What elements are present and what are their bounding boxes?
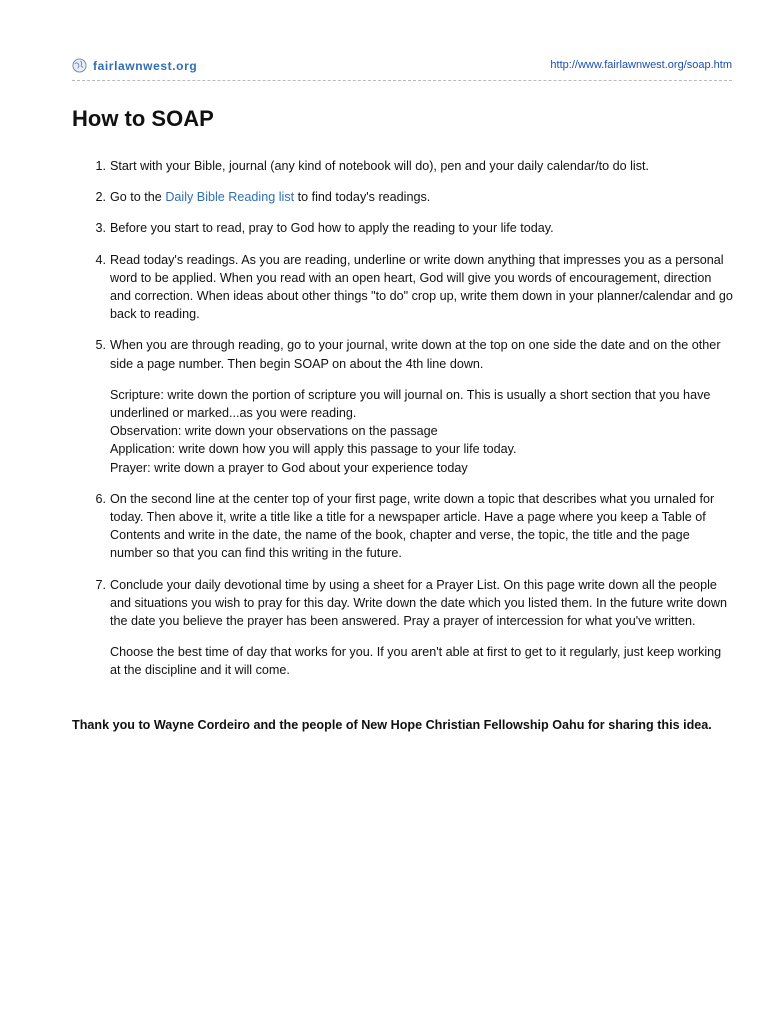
list-item: [95, 219, 735, 237]
soap-observation: Observation: write down your observations on the passage: [110, 424, 438, 439]
soap-method-lines: [110, 386, 735, 477]
list-item: [95, 188, 735, 206]
step-number: 6.: [95, 491, 106, 506]
step-text: [110, 188, 735, 206]
site-brand[interactable]: [72, 58, 197, 73]
step-text: On the second line at the center top of your first page, write down a topic that describes what you urnaled for today. Then above it, write a title like a title for a newspaper article. Have a page where you keep a Table of Contents and write in the date, the name of the book, chapter and verse, the topic, the title and the page number so that you can find this writing in the future.: [110, 491, 715, 561]
page-title: How to SOAP: [72, 106, 214, 131]
header-divider: [72, 80, 732, 81]
steps-list: [95, 157, 735, 693]
acknowledgement: Thank you to Wayne Cordeiro and the people of New Hope Christian Fellowship Oahu for sharing this idea.: [72, 718, 712, 732]
step-number: 3.: [95, 221, 106, 236]
list-item: [95, 576, 735, 680]
list-item: [95, 157, 735, 175]
step-text-after: to find today's readings.: [294, 190, 431, 205]
soap-prayer: Prayer: write down a prayer to God about your experience today: [110, 460, 468, 475]
daily-bible-reading-link[interactable]: Daily Bible Reading list: [165, 190, 295, 205]
page-url-link[interactable]: http://www.fairlawnwest.org/soap.htm: [550, 59, 732, 71]
soap-scripture: Scripture: write down the portion of scripture you will journal on. This is usually a short section that you have underlined or marked...as you were reading.: [110, 387, 711, 421]
step-text: Conclude your daily devotional time by using a sheet for a Prayer List. On this page write down all the people and situations you wish to pray for this day. Write down the date which you listed them. In the future write down the date you believe the prayer has been answered. Pray a prayer of intercession for what you've written.: [110, 577, 727, 629]
step-number: 2.: [95, 190, 106, 205]
step-number: 7.: [95, 577, 106, 592]
step-text: Read today's readings. As you are reading, underline or write down anything that impresses you as a personal word to be applied. When you read with an open heart, God will give you words of encouragement, direction and correction. When ideas about other things "to do" crop up, write them down in your planner/calendar and go back to reading.: [110, 252, 733, 322]
list-item: [95, 336, 735, 476]
step-text: Before you start to read, pray to God how to apply the reading to your life today.: [110, 221, 554, 236]
step-text-before: Go to the: [110, 190, 166, 205]
list-item: [95, 490, 735, 563]
list-item: [95, 251, 735, 324]
soap-application: Application: write down how you will apply this passage to your life today.: [110, 442, 517, 457]
step-text: Start with your Bible, journal (any kind of notebook will do), pen and your daily calendar/to do list.: [110, 159, 650, 173]
site-name[interactable]: fairlawnwest.org: [93, 58, 198, 73]
page-header: [72, 58, 732, 78]
step-text: When you are through reading, go to your journal, write down at the top on one side the date and on the other side a page number. Then begin SOAP on about the 4th line down.: [110, 338, 721, 371]
step-number: 5.: [95, 338, 106, 353]
step-note: Choose the best time of day that works for you. If you aren't able at first to get to it regularly, just keep working at the discipline and it will come.: [110, 645, 722, 678]
step-number: 4.: [95, 252, 106, 267]
globe-icon: [72, 58, 87, 73]
step-number: 1.: [95, 159, 106, 173]
